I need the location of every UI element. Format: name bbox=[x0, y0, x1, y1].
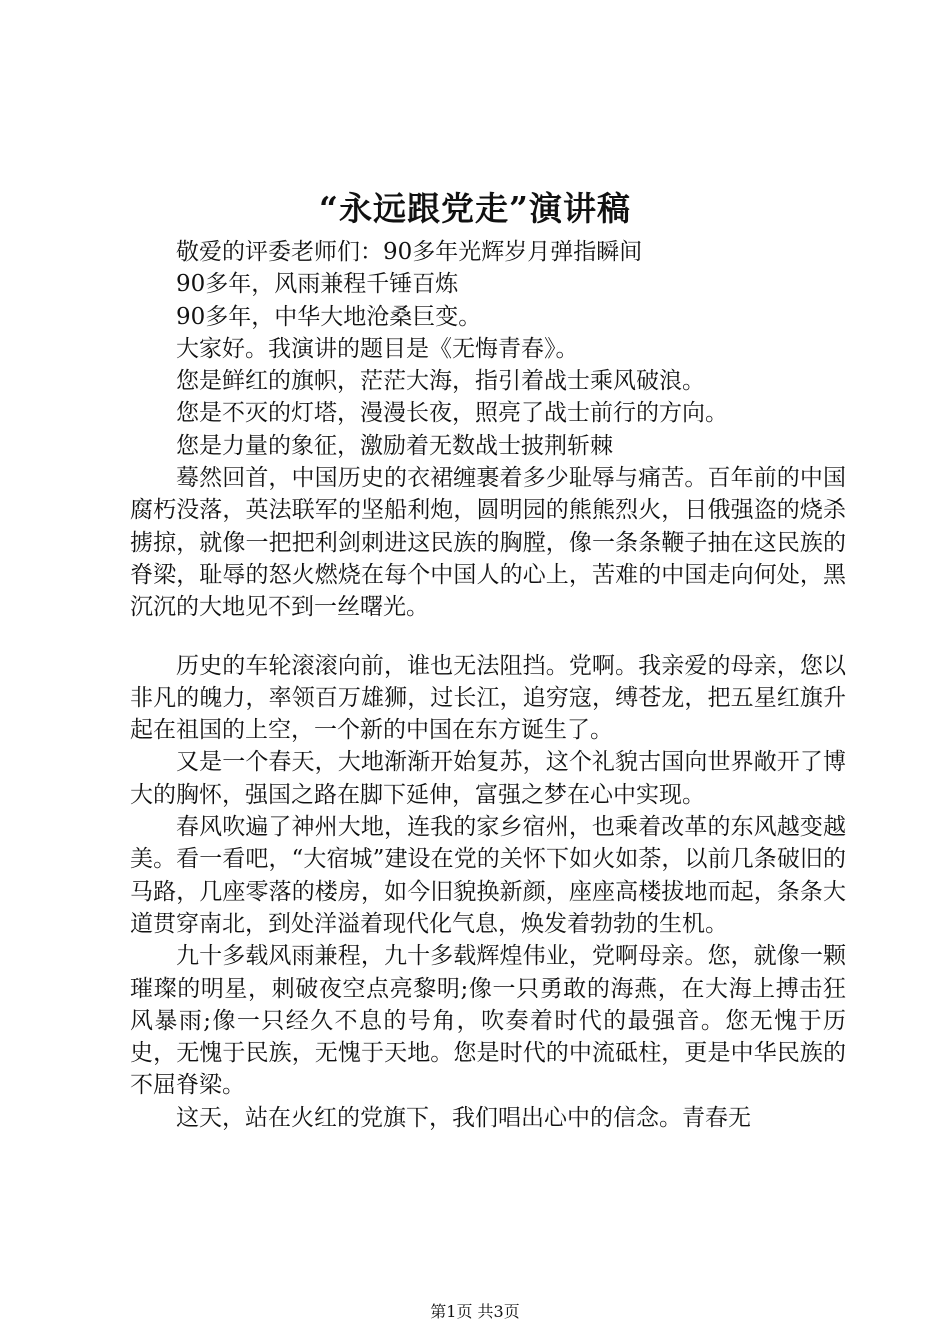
paragraph: 蓦然回首，中国历史的衣裙缠裹着多少耻辱与痛苦。百年前的中国腐朽没落，英法联军的坚船利炮，圆明园的熊熊烈火，日俄强盗的烧杀掳掠，就像一把把利剑刺进这民族的胸膛，像一条条鞭子抽在这民族的脊梁，耻辱的怒火燃烧在每个中国人的心上，苦难的中国走向何处，黑沉沉的大地见不到一丝曙光。 bbox=[130, 465, 846, 621]
paragraph: 您是力量的象征，激励着无数战士披荆斩棘 bbox=[176, 432, 613, 459]
paragraph: 九十多载风雨兼程，九十多载辉煌伟业，党啊母亲。您，就像一颗璀璨的明星，刺破夜空点亮黎明;像一只勇敢的海燕，在大海上搏击狂风暴雨;像一只经久不息的号角，吹奏着时代的最强音。您无愧于历史，无愧于民族，无愧于天地。您是时代的中流砥柱，更是中华民族的不屈脊梁。 bbox=[130, 943, 846, 1099]
paragraph: 这天，站在火红的党旗下，我们唱出心中的信念。青春无 bbox=[176, 1104, 751, 1131]
paragraph: 历史的车轮滚滚向前，谁也无法阻挡。党啊。我亲爱的母亲，您以非凡的魄力，率领百万雄狮，过长江，追穷寇，缚苍龙，把五星红旗升起在祖国的上空，一个新的中国在东方诞生了。 bbox=[130, 652, 846, 744]
paragraph: 您是不灭的灯塔，漫漫长夜，照亮了战士前行的方向。 bbox=[176, 400, 728, 427]
paragraph: 春风吹遍了神州大地，连我的家乡宿州，也乘着改革的东风越变越美。看一看吧，“大宿城”建设在党的关怀下如火如荼，以前几条破旧的马路，几座零落的楼房，如今旧貌换新颜，座座高楼拔地而起，条条大道贯穿南北，到处洋溢着现代化气息，焕发着勃勃的生机。 bbox=[130, 814, 846, 937]
document-title: “永远跟党走”演讲稿 bbox=[319, 189, 631, 228]
paragraph: 90多年，风雨兼程千锤百炼 bbox=[176, 271, 459, 298]
paragraph: 90多年，中华大地沧桑巨变。 bbox=[176, 303, 482, 330]
page-number-footer: 第1页 共3页 bbox=[430, 1302, 520, 1321]
paragraph: 大家好。我演讲的题目是《无悔青春》。 bbox=[176, 335, 579, 362]
paragraph: 您是鲜红的旗帜，茫茫大海，指引着战士乘风破浪。 bbox=[176, 368, 705, 395]
document-body bbox=[130, 236, 846, 1134]
paragraph: 敬爱的评委老师们：90多年光辉岁月弹指瞬间 bbox=[176, 239, 643, 265]
paragraph: 又是一个春天，大地渐渐开始复苏，这个礼貌古国向世界敞开了博大的胸怀，强国之路在脚下延伸，富强之梦在心中实现。 bbox=[130, 749, 846, 808]
